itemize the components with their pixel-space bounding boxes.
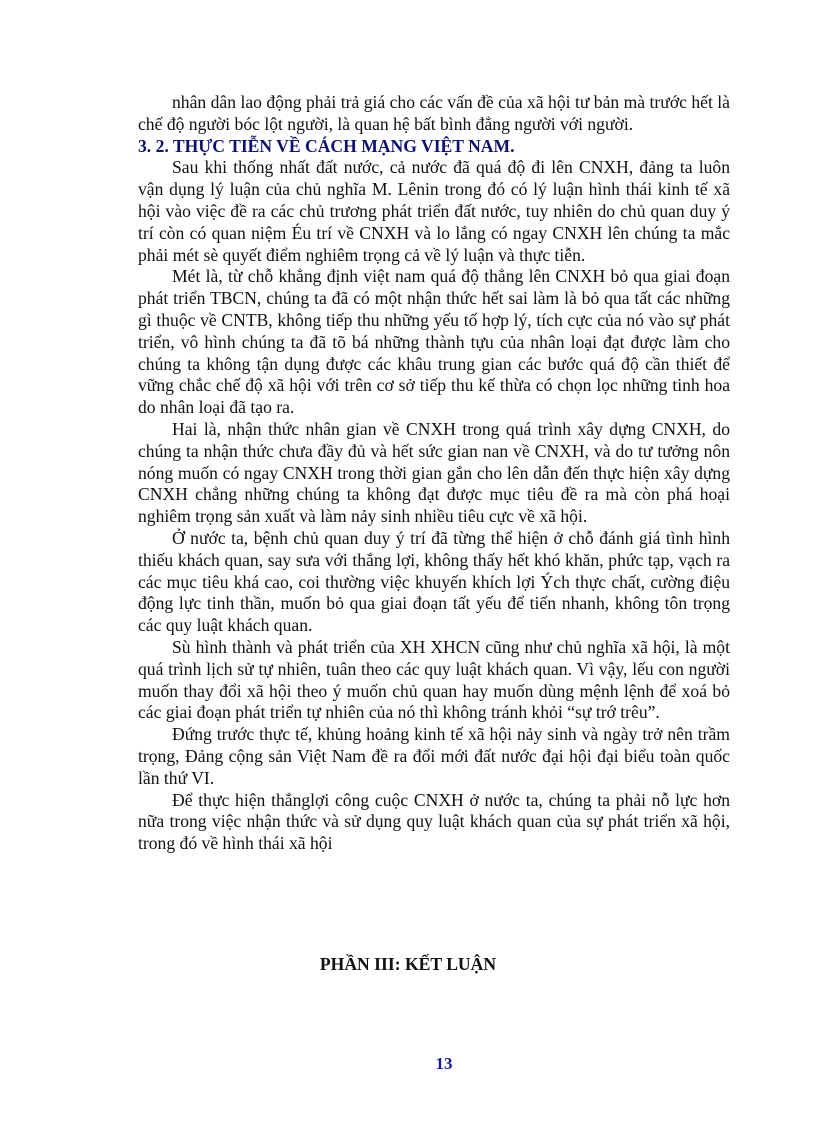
- paragraph-6: Đứng trước thực tế, khủng hoảng kinh tế xã hội nảy sinh và ngày trở nên trầm trọng, Đảng cộng sản Việt Nam đề ra đổi mới đất nước đại hội đại biểu toàn quốc lần thứ VI.: [138, 724, 730, 788]
- section-heading: 3. 2. THỰC TIỄN VỀ CÁCH MẠNG VIỆT NAM.: [138, 135, 515, 156]
- part-title: PHẦN III: KẾT LUẬN: [319, 954, 497, 974]
- page-number: 13: [435, 1054, 453, 1073]
- opening-paragraph: nhân dân lao động phải trả giá cho các vấn đề của xã hội tư bản mà trước hết là chế độ người bóc lột người, là quan hệ bất bình đẳng người với người.: [138, 92, 730, 134]
- paragraph-5: Sù hình thành và phát triển của XH XHCN cũng như chủ nghĩa xã hội, là một quá trình lịch sử tự nhiên, tuân theo các quy luật khách quan. Vì vậy, lếu con người muốn thay đổi xã hội theo ý muốn chủ quan hay muốn dùng mệnh lệnh để xoá bỏ các giai đoạn phát triển tự nhiên của nó thì không tránh khỏi “sự trớ trêu”.: [138, 636, 730, 723]
- paragraph-1: Sau khi thống nhất đất nước, cả nước đã quá độ đi lên CNXH, đảng ta luôn vận dụng lý luận của chủ nghĩa M. Lênin trong đó có lý luận hình thái kinh tế xã hội vào việc đề ra các chủ trương phát triển đất nước, tuy nhiên do chủ quan duy ý trí còn có quan niệm Éu trí về CNXH và lo lắng có ngay CNXH lên chúng ta mắc phải mét sè quyết điểm nghiêm trọng cả về lý luận và thực tiễn.: [138, 157, 730, 265]
- paragraph-3: Hai là, nhận thức nhân gian về CNXH trong quá trình xây dựng CNXH, do chúng ta nhận thức chưa đầy đủ và hết sức gian nan về CNXH, và do tư tưởng nôn nóng muốn có ngay CNXH trong thời gian gắn cho lên dẫn đến thực hiện xây dựng CNXH chẳng những chúng ta không đạt được mục tiêu đề ra mà còn phá hoại nghiêm trọng sản xuất và làm nảy sinh nhiều tiêu cực về xã hội.: [138, 418, 730, 527]
- paragraph-4: Ở nước ta, bệnh chủ quan duy ý trí đã từng thể hiện ở chỗ đánh giá tình hình thiếu khách quan, say sưa với thắng lợi, không thấy hết khó khăn, phức tạp, vạch ra các mục tiêu khá cao, coi thường việc khuyến khích lợi Ých thực chất, cường điệu động lực tinh thần, muốn bỏ qua giai đoạn tất yếu để tiến nhanh, không tôn trọng các quy luật khách quan.: [138, 527, 730, 636]
- body-text: [138, 92, 730, 855]
- paragraph-2: Mét là, từ chỗ khẳng định việt nam quá độ thẳng lên CNXH bỏ qua giai đoạn phát triển TBCN, chúng ta đã có một nhận thức hết sai làm là bỏ qua tất các những gì thuộc về CNTB, không tiếp thu những yếu tố hợp lý, tích cực của nó vào sự phát triển, vô hình chúng ta đã tõ bá những thành tựu của nhân loại đạt được làm cho chúng ta không tận dụng được các khâu trung gian các bước quá độ cần thiết để vững chắc chế độ xã hội với trên cơ sở tiếp thu kế thừa có chọn lọc những tinh hoa do nhân loại đã tạo ra.: [138, 266, 730, 418]
- paragraph-7: Để thực hiện thắnglợi công cuộc CNXH ở nước ta, chúng ta phải nỗ lực hơn nữa trong việc nhận thức và sử dụng quy luật khách quan của sự phát triển xã hội, trong đó về hình thái xã hội: [138, 789, 730, 854]
